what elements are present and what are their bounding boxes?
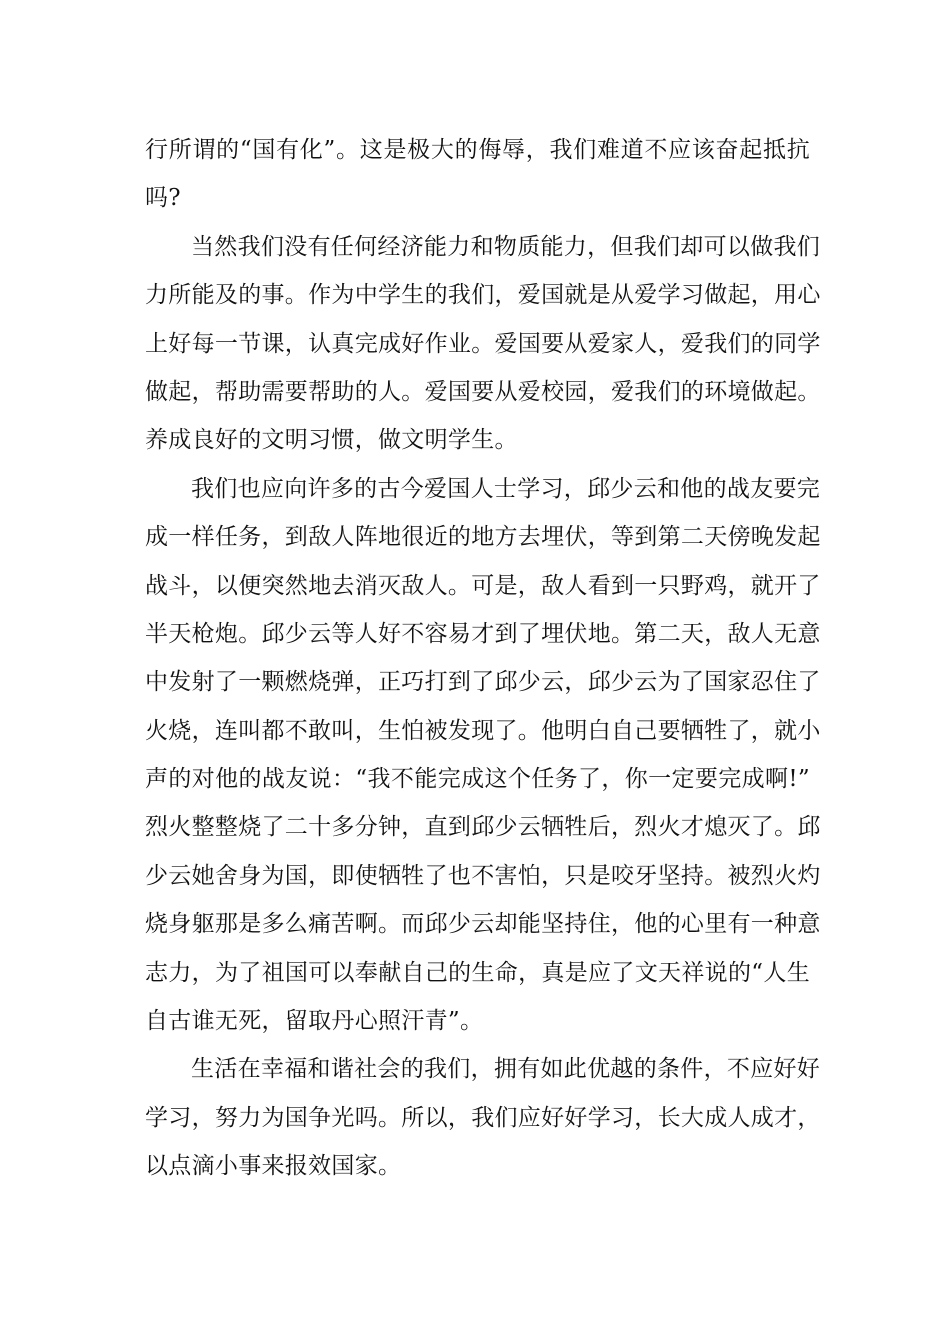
essay-body [145,126,821,1191]
paragraph [145,223,821,465]
text-line: 力所能及的事。作为中学生的我们，爱国就是从爱学习做起，用心 [145,282,821,309]
text-line: 少云她舍身为国，即使牺牲了也不害怕，只是咬牙坚持。被烈火灼 [145,862,821,889]
text-line: 吗? [145,185,181,212]
text-line: 烧身躯那是多么痛苦啊。而邱少云却能坚持住，他的心里有一种意 [145,911,821,938]
text-line: 自古谁无死，留取丹心照汗青”。 [145,1008,484,1035]
text-line: 养成良好的文明习惯，做文明学生。 [145,427,518,454]
paragraph [145,126,810,223]
text-line: 声的对他的战友说：“我不能完成这个任务了，你一定要完成啊!” [145,766,810,793]
text-line: 以点滴小事来报效国家。 [145,1153,402,1180]
text-line: 上好每一节课，认真完成好作业。爱国要从爱家人，爱我们的同学 [145,330,821,357]
text-line: 做起，帮助需要帮助的人。爱国要从爱校园，爱我们的环境做起。 [145,378,821,405]
text-line: 学习，努力为国争光吗。所以，我们应好好学习，长大成人成才， [145,1104,821,1131]
text-line: 烈火整整烧了二十多分钟，直到邱少云牺牲后，烈火才熄灭了。邱 [145,814,821,841]
text-line: 半天枪炮。邱少云等人好不容易才到了埋伏地。第二天，敌人无意 [145,620,821,647]
text-line: 志力，为了祖国可以奉献自己的生命，真是应了文天祥说的“人生 [145,959,810,986]
text-line: 成一样任务，到敌人阵地很近的地方去埋伏，等到第二天傍晚发起 [145,524,821,551]
text-line: 生活在幸福和谐社会的我们，拥有如此优越的条件，不应好好 [191,1056,821,1083]
text-line: 中发射了一颗燃烧弹，正巧打到了邱少云，邱少云为了国家忍住了 [145,669,821,696]
text-line: 我们也应向许多的古今爱国人士学习，邱少云和他的战友要完 [191,475,821,502]
text-line: 行所谓的“国有化”。这是极大的侮辱，我们难道不应该奋起抵抗 [145,137,810,163]
paragraph [145,1045,821,1190]
text-line: 战斗，以便突然地去消灭敌人。可是，敌人看到一只野鸡，就开了 [145,572,821,599]
paragraph [145,465,821,1046]
text-line: 当然我们没有任何经济能力和物质能力，但我们却可以做我们 [191,233,821,260]
text-line: 火烧，连叫都不敢叫，生怕被发现了。他明白自己要牺牲了，就小 [145,717,821,744]
